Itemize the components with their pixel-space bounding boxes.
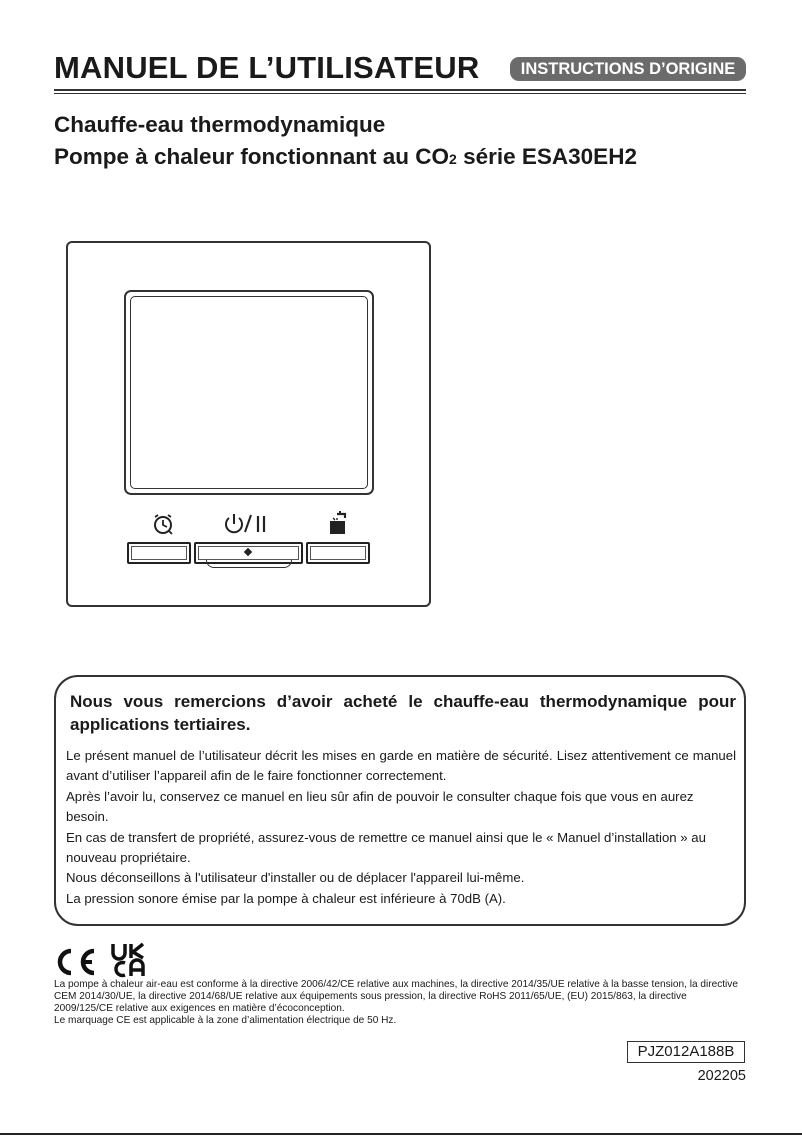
notice-paragraph: Après l’avoir lu, conservez ce manuel en lieu sûr afin de pouvoir le consulter chaque fois que vous en aurez besoin. [66,788,694,825]
notice-heading: Nous vous remercions d’avoir acheté le chauffe-eau thermodynamique pour applications tertiaires. [70,692,736,734]
button-lip [206,560,292,568]
ce-mark-logo [54,945,98,979]
bottom-rule [0,1133,802,1135]
product-line-2 [54,144,637,170]
timer-icon [150,512,176,536]
document-title: MANUEL DE L’UTILISATEUR [54,50,480,85]
header-rule [54,89,746,94]
notice-paragraph: Le présent manuel de l’utilisateur décrit les mises en garde en matière de sécurité. Lisez attentivement ce manuel avant d’utiliser l’appareil afin de le faire fonctionner correctement. [66,748,736,784]
document-code: PJZ012A188B [627,1041,745,1063]
hot-water-button [306,542,370,564]
product-line-1: Chauffe-eau thermodynamique [54,112,386,137]
instructions-badge: INSTRUCTIONS D’ORIGINE [510,57,746,81]
legal-notice [54,979,746,1027]
notice-paragraph: La pression sonore émise par la pompe à chaleur est inférieure à 70dB (A). [66,890,506,906]
legal-ce-zone: Le marquage CE est applicable à la zone d’alimentation électrique de 50 Hz. [54,1015,397,1026]
notice-paragraph: En cas de transfert de propriété, assurez-vous de remettre ce manuel ainsi que le « Manuel d’installation » au nouveau propriétaire. [66,829,706,866]
controller-screen [124,290,374,495]
power-pause-icon [223,512,273,536]
ukca-mark-logo [110,942,146,978]
product-line-2-suffix: série ESA30EH2 [456,144,637,169]
product-line-2-prefix: Pompe à chaleur fonctionnant au CO [54,144,450,169]
hot-water-tap-icon [328,510,352,536]
legal-directives: La pompe à chaleur air-eau est conforme à la directive 2006/42/CE relative aux machines, la directive 2014/35/UE relative à la basse tension, la directive CEM 2014/30/UE, la directive 2014/68/UE relative aux équipements sous pression, la directive RoHS 2011/65/UE, (EU) 2015/863, la directive 2009/125/CE relative aux exigences en matière d’écoconception. [54,979,738,1014]
timer-button [127,542,191,564]
notice-paragraph: Nous déconseillons à l'utilisateur d'installer ou de déplacer l'appareil lui-même. [66,870,525,886]
notice-body [66,746,736,909]
document-date: 202205 [697,1068,746,1084]
co2-subscript: 2 [449,151,457,167]
